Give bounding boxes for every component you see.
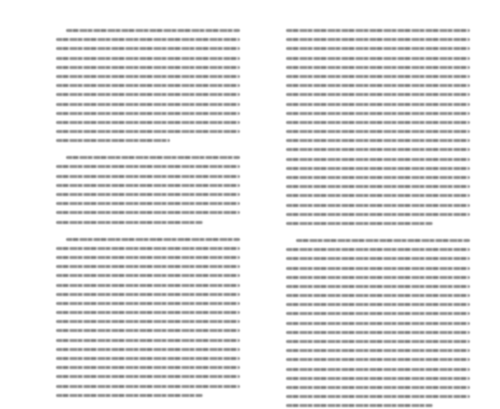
text-line [286,164,470,172]
text-line [286,54,470,62]
text-line [56,54,240,62]
text-line [56,162,240,170]
text-line [286,300,470,308]
text-line [56,317,240,325]
text-line [56,190,240,198]
text-line [286,35,470,43]
text-line [56,35,240,43]
right-page-paragraph [286,236,470,409]
text-line [286,26,470,34]
text-line [286,383,470,391]
text-line [56,100,240,108]
text-line [286,145,470,153]
text-line [286,254,470,262]
text-line [56,26,240,34]
text-line [286,118,470,126]
text-line [286,309,470,317]
text-line [286,401,470,409]
text-line [56,235,240,243]
right-page-paragraph [286,26,470,227]
text-line [286,136,470,144]
text-line [56,308,240,316]
text-line [286,291,470,299]
text-line [286,191,470,199]
text-line [286,346,470,354]
text-line [286,100,470,108]
text-line [286,201,470,209]
left-page-paragraph [56,235,240,399]
text-line [56,262,240,270]
left-page-paragraph [56,153,240,225]
text-line [286,81,470,89]
text-line [56,345,240,353]
text-line [286,319,470,327]
text-line [56,363,240,371]
text-line [56,271,240,279]
text-line [286,392,470,400]
text-line [286,72,470,80]
text-line [286,264,470,272]
left-page [56,26,240,374]
text-line [286,282,470,290]
text-line [56,253,240,261]
text-line [286,90,470,98]
text-line [286,374,470,382]
text-line [286,210,470,218]
text-line [286,173,470,181]
text-line [286,219,470,227]
text-line [56,281,240,289]
text-line [286,236,470,244]
text-line [56,118,240,126]
left-page-paragraph [56,26,240,144]
text-line [286,337,470,345]
text-line [286,127,470,135]
text-line [286,155,470,163]
text-line [286,273,470,281]
text-line [56,326,240,334]
text-line [56,290,240,298]
text-line [56,81,240,89]
text-line [56,299,240,307]
text-line [286,245,470,253]
text-line [56,181,240,189]
text-line [56,391,240,399]
text-line [286,44,470,52]
text-line [56,354,240,362]
text-line [286,63,470,71]
text-line [56,63,240,71]
text-line [286,355,470,363]
text-line [56,218,240,226]
text-line [56,109,240,117]
text-line [56,336,240,344]
text-line [56,136,240,144]
text-line [56,382,240,390]
text-line [56,127,240,135]
text-line [286,328,470,336]
text-line [56,208,240,216]
text-line [56,372,240,380]
text-line [286,182,470,190]
text-line [56,44,240,52]
text-line [286,365,470,373]
text-line [286,109,470,117]
text-line [56,72,240,80]
text-line [56,244,240,252]
right-page [286,26,470,374]
text-line [56,172,240,180]
text-line [56,90,240,98]
text-line [56,153,240,161]
text-line [56,199,240,207]
